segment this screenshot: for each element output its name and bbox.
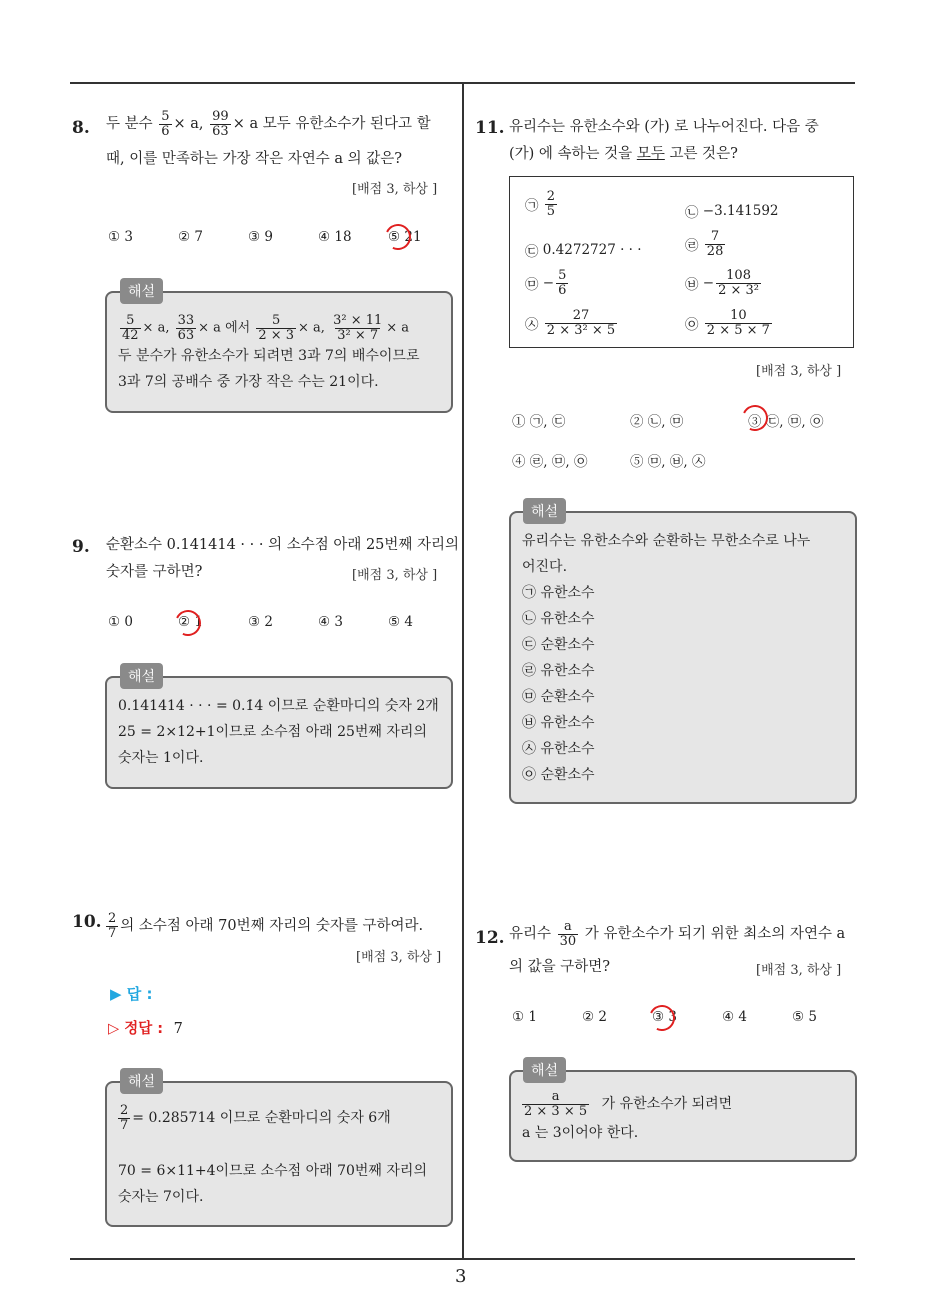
q11-explanation-line2: 어진다. (522, 559, 568, 575)
q8-option-2[interactable]: ② 7 (178, 229, 203, 245)
q12-option-5[interactable]: ⑤ 5 (792, 1009, 817, 1025)
q9-option-2[interactable]: ② 1 (178, 614, 203, 630)
q11-explanation-line8: ㉥ 유한소수 (522, 715, 595, 731)
q8-option-4[interactable]: ④ 18 (318, 229, 352, 245)
q8-option-3[interactable]: ③ 9 (248, 229, 273, 245)
q9-explanation-tag: 해설 (120, 663, 163, 689)
q10-score: [배점 3, 하상 ] (356, 950, 442, 965)
q12-option-4[interactable]: ④ 4 (722, 1009, 747, 1025)
q8-explanation-tag: 해설 (120, 278, 163, 304)
q10-number: 10. (72, 912, 102, 932)
q9-options (108, 614, 448, 634)
q11-explanation-line6: ㉣ 유한소수 (522, 663, 595, 679)
q9-option-3[interactable]: ③ 2 (248, 614, 273, 630)
q9-option-4[interactable]: ④ 3 (318, 614, 343, 630)
q10-correct-value: 7 (173, 1021, 183, 1037)
q11-option-5[interactable]: ⑤ ㉤, ㉥, ㉦ (630, 454, 706, 470)
q11-score: [배점 3, 하상 ] (756, 364, 842, 379)
q12-score: [배점 3, 하상 ] (756, 963, 842, 978)
q8-explanation-line3: 3과 7의 공배수 중 가장 작은 수는 21이다. (118, 374, 379, 390)
q12-answer-mark (645, 1001, 678, 1034)
q12-option-2[interactable]: ② 2 (582, 1009, 607, 1025)
q10-correct-label: ▷ 정답 : (108, 1021, 164, 1037)
q10-explanation-tag: 해설 (120, 1068, 163, 1094)
q12-fraction: $\frac{a}{30}$ (559, 919, 577, 949)
q11-explanation-line5: ㉢ 순환소수 (522, 637, 595, 653)
q9-explanation-line1: 0.141414 · · · = 0.1̇4̇ 이므로 순환마디의 숫자 2개 (118, 698, 439, 714)
q9-explanation-line2: 25 = 2×12+1이므로 소수점 아래 25번째 자리의 (118, 724, 427, 740)
q11-explanation-line9: ㉦ 유한소수 (522, 741, 595, 757)
q11-option-1[interactable]: ① ㉠, ㉢ (512, 414, 566, 430)
q11-explanation-line4: ㉡ 유한소수 (522, 611, 595, 627)
q10-explanation-line2: 70 = 6×11+4이므로 소수점 아래 70번째 자리의 (118, 1163, 427, 1179)
q10-explanation-line1: $\frac{2}{7}$ = 0.2̇85714̇ 이므로 순환마디의 숫자 6개 (120, 1103, 391, 1133)
q11-choice-a: ㉠ $\frac{2}{5}$ (525, 189, 556, 219)
q12-text-line1: 유리수 $\frac{a}{30}$ 가 유한소수가 되기 위한 최소의 자연수 a (509, 919, 846, 949)
q11-text-line2: (가) 에 속하는 것을 모두 고른 것은? (509, 146, 738, 162)
q11-option-2[interactable]: ② ㉡, ㉤ (630, 414, 684, 430)
q9-text-line1: 순환소수 0.141414 · · · 의 소수점 아래 25번째 자리의 (106, 537, 460, 553)
q9-option-1[interactable]: ① 0 (108, 614, 133, 630)
q12-option-3[interactable]: ③ 3 (652, 1009, 677, 1025)
q9-explanation-line3: 숫자는 1이다. (118, 750, 204, 766)
q11-option-4[interactable]: ④ ㉣, ㉤, ㉧ (512, 454, 588, 470)
q8-explanation-line2: 두 분수가 유한소수가 되려면 3과 7의 배수이므로 (118, 348, 420, 364)
q8-number: 8. (72, 118, 90, 138)
q12-explanation-line1: $\frac{a}{2 \times 3 \times 5}$ 가 유한소수가 되려면 (524, 1089, 733, 1119)
column-divider (462, 84, 464, 1260)
q10-text: $\frac{2}{7}$ 의 소수점 아래 70번째 자리의 숫자를 구하여라. (108, 911, 424, 941)
q11-choice-h: ㉧ $\frac{10}{2 \times 5 \times 7}$ (685, 308, 770, 338)
q8-fraction-1: $\frac{5}{6}$ (161, 109, 170, 139)
q9-number: 9. (72, 537, 90, 557)
q11-choice-f: ㉥ − $\frac{108}{\text{2 × 3²}}$ (685, 268, 760, 298)
q11-explanation-tag: 해설 (523, 498, 566, 524)
q11-explanation-line7: ㉤ 순환소수 (522, 689, 595, 705)
q8-text-line1: 두 분수 $\frac{5}{6}$ × a, $\frac{99}{63}$ × a 모두 유한소수가 된다고 할 (106, 109, 431, 139)
q11-choice-d: ㉣ $\frac{7}{28}$ (685, 229, 724, 259)
q10-correct-row (108, 1017, 183, 1038)
q8-fraction-2: $\frac{99}{63}$ (212, 109, 229, 139)
q12-explanation-tag: 해설 (523, 1057, 566, 1083)
q11-choice-c: ㉢ 0.4272727 · · · (525, 242, 642, 260)
q8-text-line2: 때, 이를 만족하는 가장 작은 자연수 a 의 값은? (106, 151, 403, 167)
q12-options (512, 1009, 852, 1029)
q11-options (512, 410, 852, 470)
q12-text-line2: 의 값을 구하면? (509, 959, 611, 975)
q11-explanation-line1: 유리수는 유한소수와 순환하는 무한소수로 나누 (522, 533, 811, 549)
q9-option-5[interactable]: ⑤ 4 (388, 614, 413, 630)
bottom-rule (70, 1258, 855, 1260)
page-number: 3 (455, 1266, 467, 1287)
q11-option-3[interactable]: ③ ㉢, ㉤, ㉧ (748, 414, 824, 430)
q10-answer-label: ▶ 답 : (110, 985, 153, 1003)
q11-choice-g: ㉦ $\frac{27}{\text{2 × 3² × 5}}$ (525, 308, 616, 338)
q12-number: 12. (475, 928, 505, 948)
q12-explanation-line2: a 는 3이어야 한다. (522, 1125, 639, 1141)
q10-fraction: $\frac{2}{7}$ (108, 911, 117, 941)
q9-answer-mark (171, 606, 204, 639)
q9-score: [배점 3, 하상 ] (352, 568, 438, 583)
q11-text-line1: 유리수는 유한소수와 (가) 로 나누어진다. 다음 중 (509, 119, 819, 135)
q11-choice-e: ㉤ − $\frac{5}{6}$ (525, 268, 567, 298)
q9-text-line2: 숫자를 구하면? (106, 564, 203, 580)
q11-explanation-line3: ㉠ 유한소수 (522, 585, 595, 601)
q11-number: 11. (475, 118, 505, 138)
q10-explanation-line3: 숫자는 7이다. (118, 1189, 204, 1205)
q8-score: [배점 3, 하상 ] (352, 182, 438, 197)
q12-option-1[interactable]: ① 1 (512, 1009, 537, 1025)
q8-option-1[interactable]: ① 3 (108, 229, 133, 245)
q11-choice-b: ㉡ −3.141592 (685, 203, 779, 221)
q8-explanation-line1: $\frac{5}{42}$ × a, $\frac{33}{63}$ × a 에서 $\frac{5}{2 \times 3}$ × a, $\frac{\text{3² × 11}}{\text{3² × 7}}$ × a (122, 313, 410, 343)
q11-explanation-line10: ㉧ 순환소수 (522, 767, 595, 783)
q8-option-5[interactable]: ⑤ 21 (388, 229, 422, 245)
